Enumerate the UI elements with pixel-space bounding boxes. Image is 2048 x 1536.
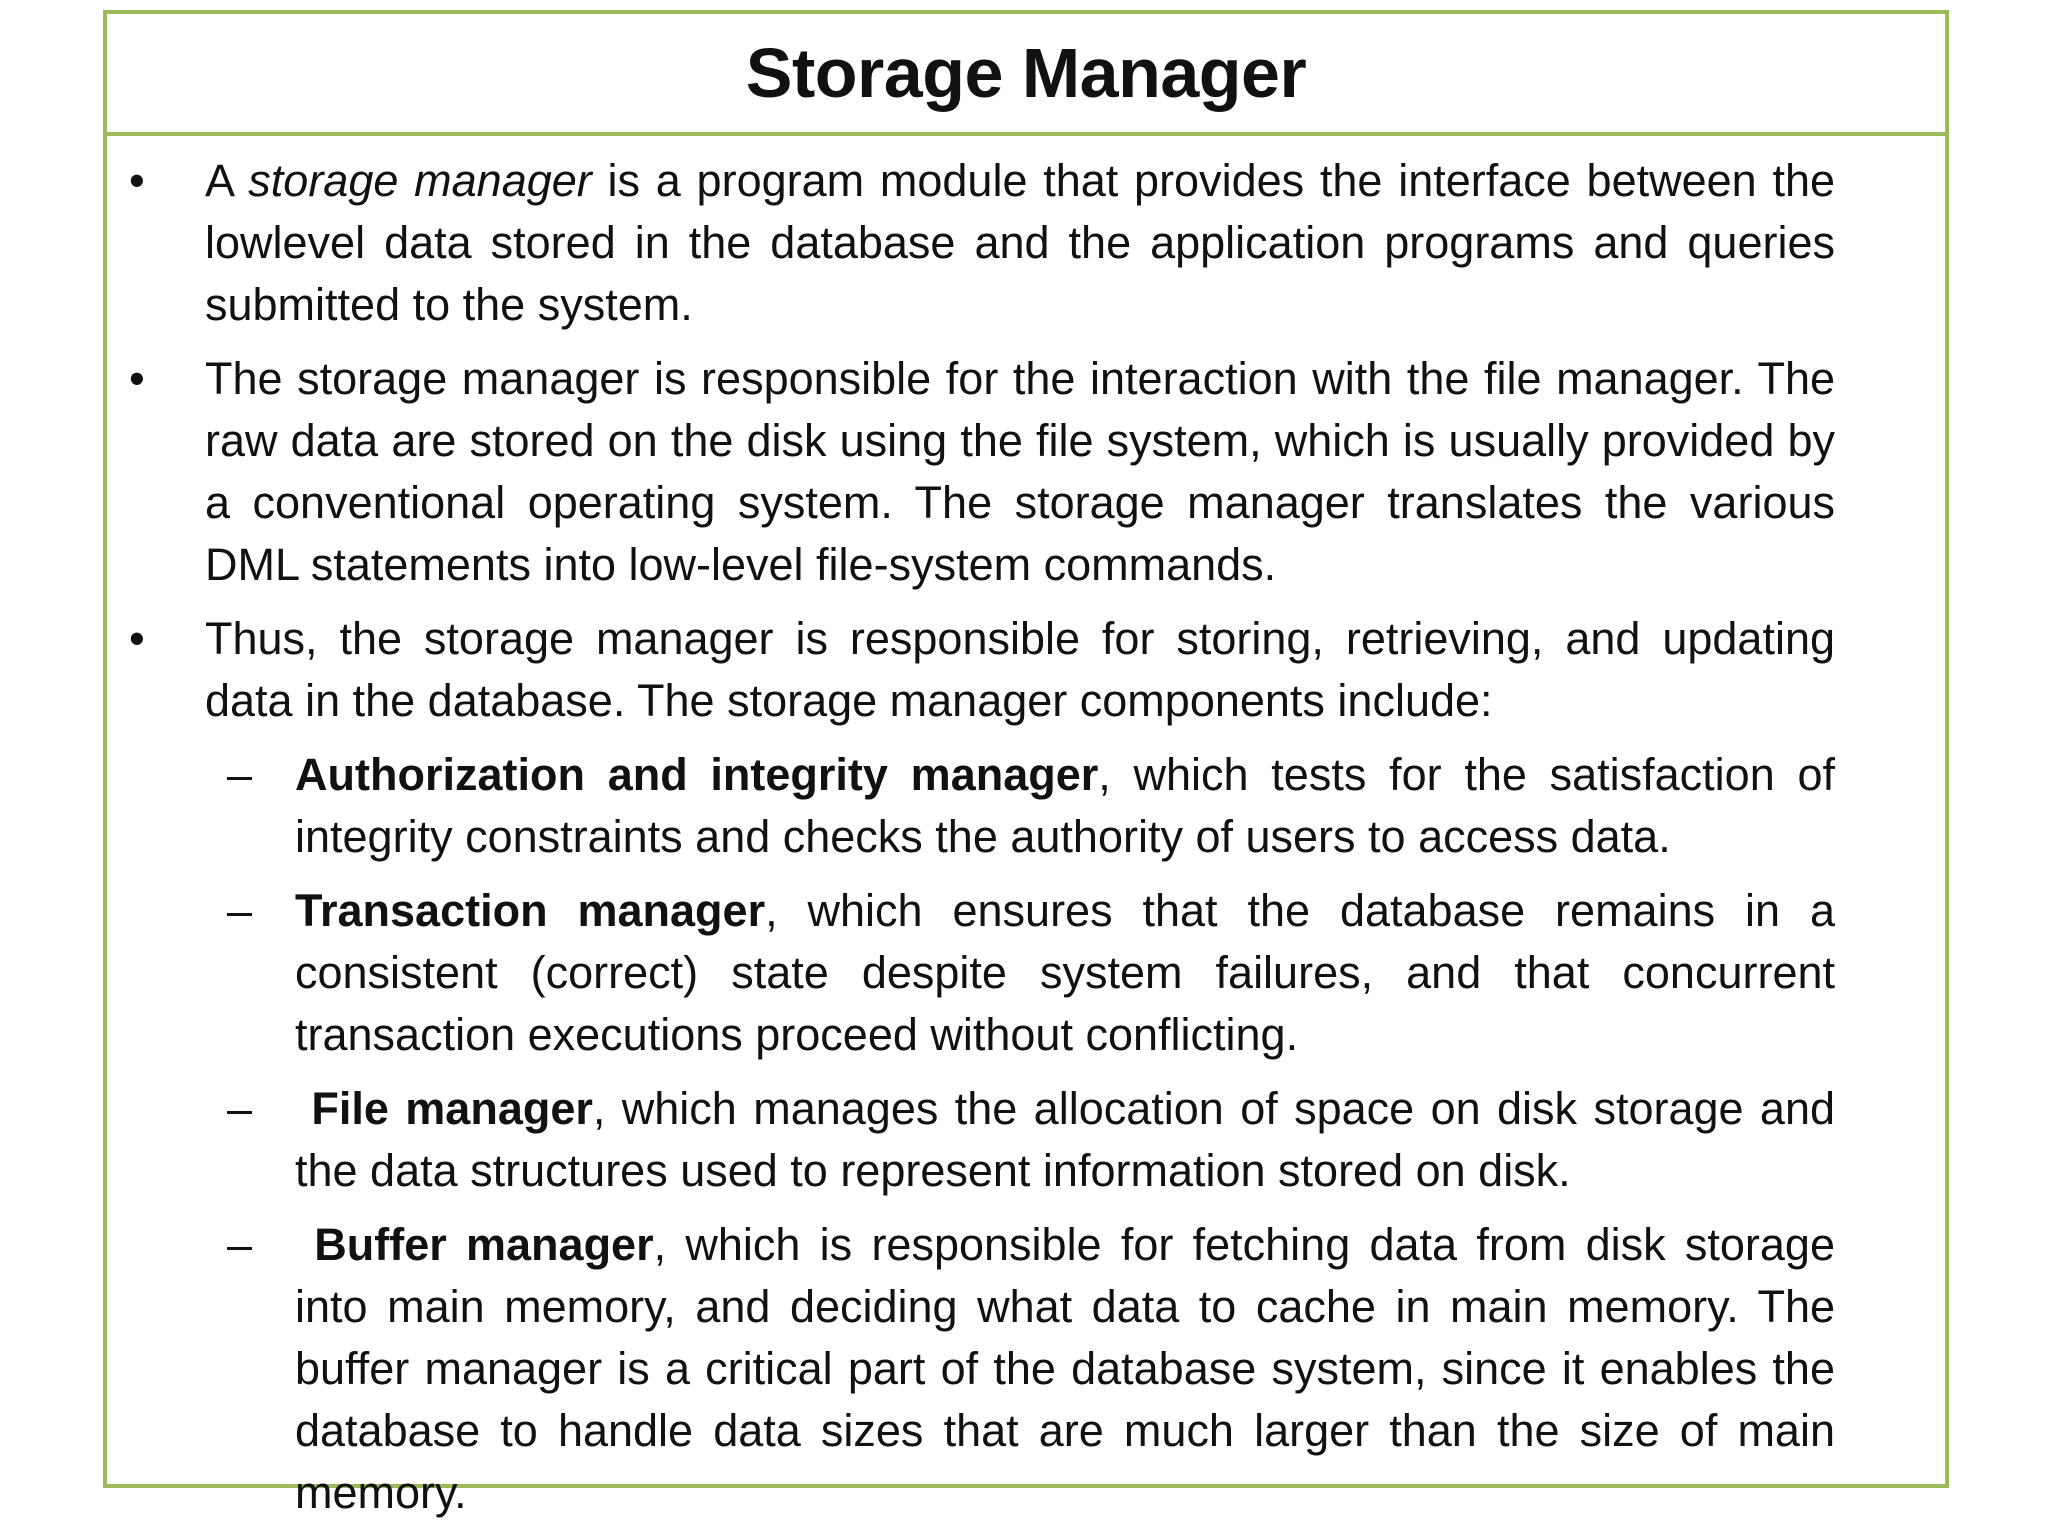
bullet-item [129,150,1835,336]
component-term: Buffer manager [295,1219,654,1270]
dash-marker: – [227,1219,253,1270]
page-title: Storage Manager [745,34,1307,112]
component-term: File manager [295,1083,593,1134]
bullet-item [129,608,1835,732]
component-item [227,744,1836,868]
bullet-text: is a program module that provides the interface between the lowlevel data stored in the database and the application programs and queries submitted to the system. [205,155,1835,330]
bullet-item [129,348,1835,596]
bullet-marker: • [129,353,145,404]
title-box [103,10,1949,136]
component-text: , which manages the allocation of space on disk storage and the data structures used to represent information stored on disk. [295,1083,1836,1196]
component-term: Authorization and integrity manager [295,749,1099,800]
bullet-text: The storage manager is responsible for the interaction with the file manager. The raw data are stored on the disk using the file system, which is usually provided by a conventional operating system. The storage manager translates the various DML statements into low-level file-system commands. [205,353,1835,590]
bullet-marker: • [129,613,145,664]
bullet-text: Thus, the storage manager is responsible for storing, retrieving, and updating data in the database. The storage manager components include: [205,613,1835,726]
content-box [103,136,1949,1518]
bullet-text-pre: A [205,155,249,206]
dash-marker: – [227,885,253,936]
bullet-emphasis: storage manager [248,155,592,206]
component-item [227,1214,1835,1524]
component-item [227,1078,1836,1202]
component-term: Transaction manager [295,885,766,936]
bullet-marker: • [129,155,145,206]
dash-marker: – [227,749,253,800]
bullet-list [107,150,1953,1536]
component-text: , which is responsible for fetching data from disk storage into main memory, and deciding what data to cache in main memory. The buffer manager is a critical part of the database system, since it enables the database to handle data sizes that are much larger than the size of main memory. [295,1219,1835,1518]
component-text: , which ensures that the database remains in a consistent (correct) state despite system failures, and that concurrent transaction executions proceed without conflicting. [295,885,1835,1060]
component-text: , which tests for the satisfaction of integrity constraints and checks the authority of users to access data. [295,749,1836,862]
dash-marker: – [227,1083,253,1134]
component-item [227,880,1835,1066]
